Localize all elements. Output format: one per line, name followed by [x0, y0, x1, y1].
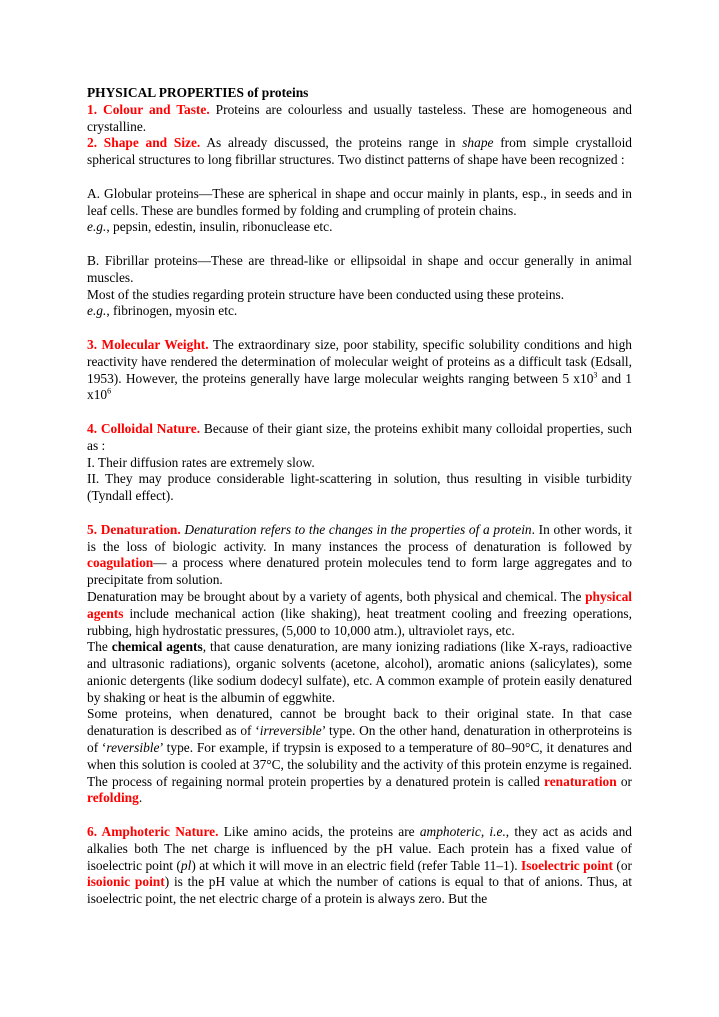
section-title: 4. Colloidal Nature. — [87, 420, 201, 436]
section-amphoteric-nature: 6. Amphoteric Nature. Like amino acids, the proteins are amphoteric, i.e., they act as acids and alkalies both The net charge is influenced by the pH value. Each protein has a fixed value of isoelectric point (pl) at which it will move in an electric field (refer Table 11–1). Isoelectric point (or isoionic point) is the pH value at which the number of cations is equal to that of anions. Thus, at isoelectric point, the net electric charge of a protein is always zero. But the — [87, 824, 633, 907]
section-colloidal-nature: 4. Colloidal Nature. Because of their giant size, the proteins exhibit many colloidal properties, such as : — [87, 420, 632, 453]
denaturation-reversibility: Some proteins, when denatured, cannot be brought back to their original state. In that case denaturation is described as of ‘irreversible’ type. On the other hand, denaturation in otherproteins is of ‘reversible’ type. For example, if trypsin is exposed to a temperature of 80–90°C, it denatures and when this solution is cooled at 37°C, the solubility and the activity of this protein enzyme is regained. The process of regaining normal protein properties by a denatured protein is called renaturation or refolding. — [87, 706, 632, 806]
page-heading: PHYSICAL PROPERTIES of proteins — [87, 85, 309, 100]
document-body — [87, 85, 632, 908]
section-title: 5. Denaturation. — [87, 521, 181, 537]
section-title: 1. Colour and Taste. — [87, 101, 210, 117]
section-molecular-weight: 3. Molecular Weight. The extraordinary size, poor stability, specific solubility conditions and high reactivity have rendered the determination of molecular weight of proteins as a difficult task (Edsall, 1953). However, the proteins generally have large molecular weights ranging between 5 $x10^3$ and 1 $x10^6$ — [87, 336, 632, 403]
fibrillar-proteins: B. Fibrillar proteins—These are thread-like or ellipsoidal in shape and occur generally in animal muscles. — [87, 252, 632, 285]
section-title: 3. Molecular Weight. — [87, 336, 209, 352]
section-colour-taste — [87, 102, 632, 136]
list-item: II. They may produce considerable light-scattering in solution, thus resulting in visible turbidity (Tyndall effect). — [87, 471, 632, 504]
section-title: 2. Shape and Size. — [87, 135, 201, 151]
globular-proteins: A. Globular proteins—These are spherical in shape and occur mainly in plants, esp., in seeds and in leaf cells. These are bundles formed by folding and crumpling of protein chains. — [87, 185, 632, 218]
denaturation-chemical: The chemical agents, that cause denaturation, are many ionizing radiations (like X-rays, radioactive and ultrasonic radiations), organic solvents (acetone, alcohol), aromatic anions (salicylates), some anionic detergents (like sodium dodecyl sulfate), etc. A common example of protein easily denatured by shaking or heat is the albumin of eggwhite. — [87, 639, 632, 705]
denaturation-agents: Denaturation may be brought about by a variety of agents, both physical and chemical. The physical agents include mechanical action (like shaking), heat treatment cooling and freezing operations, rubbing, high hydrostatic pressures, (5,000 to 10,000 atm.), ultraviolet rays, etc. — [87, 588, 632, 638]
section-text: Proteins are colourless and usually tasteless. These are homogeneous and crystalline. — [87, 101, 632, 134]
fibrillar-examples: e.g., fibrinogen, myosin etc. — [87, 303, 238, 319]
fibrillar-studies: Most of the studies regarding protein structure have been conducted using these proteins. — [87, 286, 565, 302]
list-item: I. Their diffusion rates are extremely slow. — [87, 454, 315, 470]
globular-examples: e.g., pepsin, edestin, insulin, ribonuclease etc. — [87, 219, 333, 235]
section-denaturation: 5. Denaturation. Denaturation refers to the changes in the properties of a protein. In other words, it is the loss of biologic activity. In many instances the process of denaturation is followed by coagulation— a process where denatured protein molecules tend to form large aggregates and to precipitate from solution. — [87, 521, 632, 588]
section-shape-size: 2. Shape and Size. As already discussed, the proteins range in shape from simple crystalloid spherical structures to long fibrillar structures. Two distinct patterns of shape have been recognized : — [87, 135, 632, 168]
section-title: 6. Amphoteric Nature. — [87, 824, 219, 840]
